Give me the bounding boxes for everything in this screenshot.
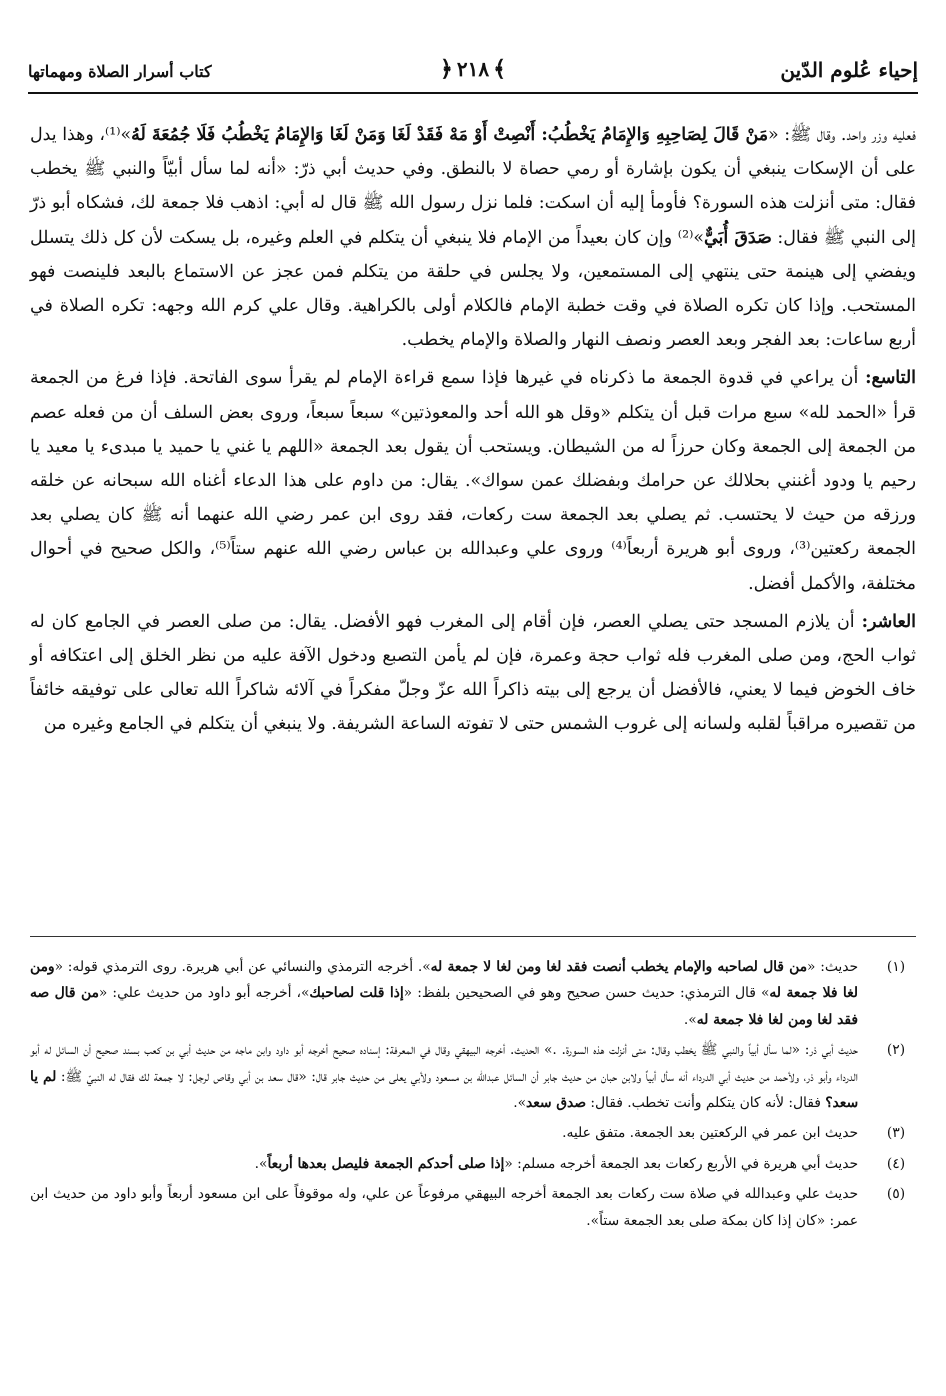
footnote-text: »، أخرجه أبو داود من حديث علي: « (98, 985, 310, 1002)
footnote-number: (٣) (886, 1125, 906, 1142)
footnote-text: ». أخرجه الترمذي والنسائي عن أبي هريرة. روى الترمذي قوله: « (54, 959, 431, 975)
footnote-5 (30, 1181, 916, 1234)
footnote-number: (٤) (886, 1155, 906, 1172)
hadith-quote-short: صَدَقَ أُبَيٌّ (704, 227, 772, 248)
ornament-right: ﴾ (493, 56, 507, 82)
footnote-quote: إذا صلى أحدكم الجمعة فليصل بعدها أربعاً (267, 1155, 505, 1172)
footnote-quote: من قال صه فقد لغا ومن لغا فلا جمعة له (30, 985, 858, 1028)
p1-text-b: »⁽¹⁾، وهذا يدل على أن الإسكات ينبغي أن يكون بإشارة أو رمي حصاة لا بالنطق. وفي حديث أبي ذرّ: «أنه لما سأل أبيّاً والنبي ﷺ يخطب فقال: متى أنزلت هذه السورة؟ فأومأ إليه أن اسكت: فلما نزل رسول الله ﷺ قال له أبي: اذهب فلا جمعة لك، فشكاه أبو ذرّ إلى النبي ﷺ فقال: (30, 125, 916, 248)
section-label-tenth: العاشر: (861, 611, 916, 632)
paragraph-1 (30, 118, 916, 357)
p2-text: أن يراعي في قدوة الجمعة ما ذكرناه في غيرها فإذا سمع قراءة الإمام لم يقرأ سوى الفاتحة. فإذا فرغ من الجمعة قرأ «الحمد لله» سبع مرات قبل أن يتكلم «وقل هو الله أحد والمعوذتين» سبعاً سبعاً، وروى بعض السلف أن من فعله عصم من الجمعة إلى الجمعة وكان حرزاً له من الشيطان. ويستحب أن يقول بعد الجمعة «اللهم يا غني يا حميد يا مبدىء يا معيد يا رحيم يا ودود أغنني بحلالك عن حرامك وبفضلك عمن سواك». يقال: من داوم على هذا الدعاء أغناه الله سبحانه عن خلقه ورزقه من حيث لا يحتسب. ثم يصلي بعد الجمعة ست ركعات، فقد روى ابن عمر رضي الله عنهما أنه ﷺ كان يصلي بعد الجمعة ركعتين⁽³⁾، وروى أبو هريرة أربعاً⁽⁴⁾ وروى علي وعبدالله بن عباس رضي الله عنهم ستاً⁽⁵⁾، والكل صحيح في أحوال مختلفة، والأكمل أفضل. (30, 368, 917, 594)
footnote-4 (30, 1151, 916, 1177)
chapter-title: كتاب أسرار الصلاة ومهماتها (28, 62, 212, 81)
footnotes (30, 954, 916, 1238)
p1-text-c: »⁽²⁾ وإن كان بعيداً من الإمام فلا ينبغي أن يتكلم في العلم وغيره، بل يسكت لأن كل ذلك يتسلل ويفضي إلى هينمة حتى ينتهي إلى المستمعين، ولا يجلس في حلقة من يتكلم فمن عجز عن الاستماع بالبعد فلينصت فهو المستحب. وإذا كان تكره الصلاة في وقت خطبة الإمام فالكلام أولى بالكراهية. وقال علي كرم الله وجهه: تكره الصلاة في أربع ساعات: بعد الفجر وبعد العصر ونصف النهار والصلاة والإمام يخطب. (30, 227, 916, 351)
footnote-number: (٢) (886, 1042, 906, 1059)
footnote-1 (30, 954, 916, 1033)
paragraph-3 (30, 605, 916, 742)
paragraph-2 (30, 361, 916, 600)
section-label-ninth: التاسع: (865, 368, 916, 389)
footnote-quote: لم يا سعد؟ (30, 1068, 858, 1112)
page-number: ٢١٨ (456, 57, 490, 81)
running-header (28, 56, 918, 94)
footnote-quote: صدق سعد (526, 1095, 586, 1112)
footnote-quote: ومن لغا فلا جمعة له (30, 959, 858, 1002)
footnote-divider (30, 936, 916, 937)
footnote-text: ». (254, 1155, 268, 1172)
main-text (30, 118, 916, 742)
footnote-text: حديث ابن عمر في الركعتين بعد الجمعة. متفق عليه. (562, 1125, 858, 1142)
footnote-2 (30, 1037, 916, 1116)
hadith-quote: مَنْ قَالَ لِصَاحِبِهِ وَالإِمَامُ يَخْطُبُ: أَنْصِتْ أَوْ مَهْ فَقَدْ لَغَا وَمَنْ لَغَا وَالإِمَامُ يَخْطُبُ فَلَا جُمُعَةَ لَهُ (131, 125, 769, 145)
footnote-number: (٥) (886, 1186, 906, 1203)
footnote-text: حديث علي وعبدالله في صلاة ست ركعات بعد الجمعة أخرجه البيهقي مرفوعاً عن علي، وله موقوفاً على ابن مسعود أربعاً وأبو داود من حديث ابن عمر: «كان إذا كان بمكة صلى بعد الجمعة ستاً». (30, 1186, 858, 1229)
footnote-text: ». (683, 1011, 697, 1028)
book-title: إحياء عُلوم الدّين (780, 58, 918, 82)
p3-text: أن يلازم المسجد حتى يصلي العصر، فإن أقام إلى المغرب فهو الأفضل. يقال: من صلى العصر في الجامع كان له ثواب الحج، ومن صلى المغرب فله ثواب حجة وعمرة، فإن لم يأمن التصبع ودخول الآفة عليه من نظر الخلق إلى اعتكافه أو خاف الخوض فيما لا يعني، فالأفضل أن يرجع إلى بيته ذاكراً الله عزّ وجلّ مفكراً في آلائه شاكراً الله تعالى على توفيقه خائفاً من تقصيره مراقباً لقلبه ولسانه إلى غروب الشمس حتى لا تفوته الساعة الشريفة. ولا ينبغي أن يتكلم في الجامع وغيره من (30, 611, 916, 735)
footnote-text: حديث أبي هريرة في الأربع ركعات بعد الجمعة أخرجه مسلم: « (504, 1155, 858, 1172)
footnote-text: حديث أبي ذر: «لما سأل أبياً والنبي ﷺ يخطب وقال: متى أنزلت هذه السورة. .» الحديث. أخرجه البيهقي وقال في المعرفة: إسناده صحيح أخرجه أبو داود وابن ماجه من حديث أبي بن كعب بسند صحيح أن السائل له أبو الدرداء وأبو ذر، ولأحمد من حديث أبي الدرداء أنه سأل أبياً ولابن حبان من حديث جابر أن السائل عبدالله بن مسعود ولأبي يعلى من حديث جابر قال: «قال سعد بن أبي وقاص لرجل: لا جمعة لك فقال له النبيّ ﷺ: (30, 1042, 858, 1085)
footnote-text: فقال: لأنه كان يتكلم وأنت تخطب. فقال: (585, 1095, 826, 1112)
footnote-quote: من قال لصاحبه والإمام يخطب أنصت فقد لغا ومن لغا لا جمعة له (430, 959, 807, 975)
footnote-3 (30, 1120, 916, 1146)
footnote-text: حديث: « (806, 959, 859, 975)
footnote-text: ». (513, 1095, 527, 1112)
footnote-quote: إذا قلت لصاحبك (309, 985, 404, 1002)
page-number-block (436, 56, 510, 82)
footnote-number: (١) (886, 959, 906, 975)
p1-text-a: فعليه وزر واحد. وقال ﷺ: « (768, 125, 916, 145)
footnote-text: » قال الترمذي: حديث حسن صحيح وهو في الصحيحين بلفظ: « (403, 985, 770, 1002)
ornament-left: ﴿ (439, 56, 453, 82)
